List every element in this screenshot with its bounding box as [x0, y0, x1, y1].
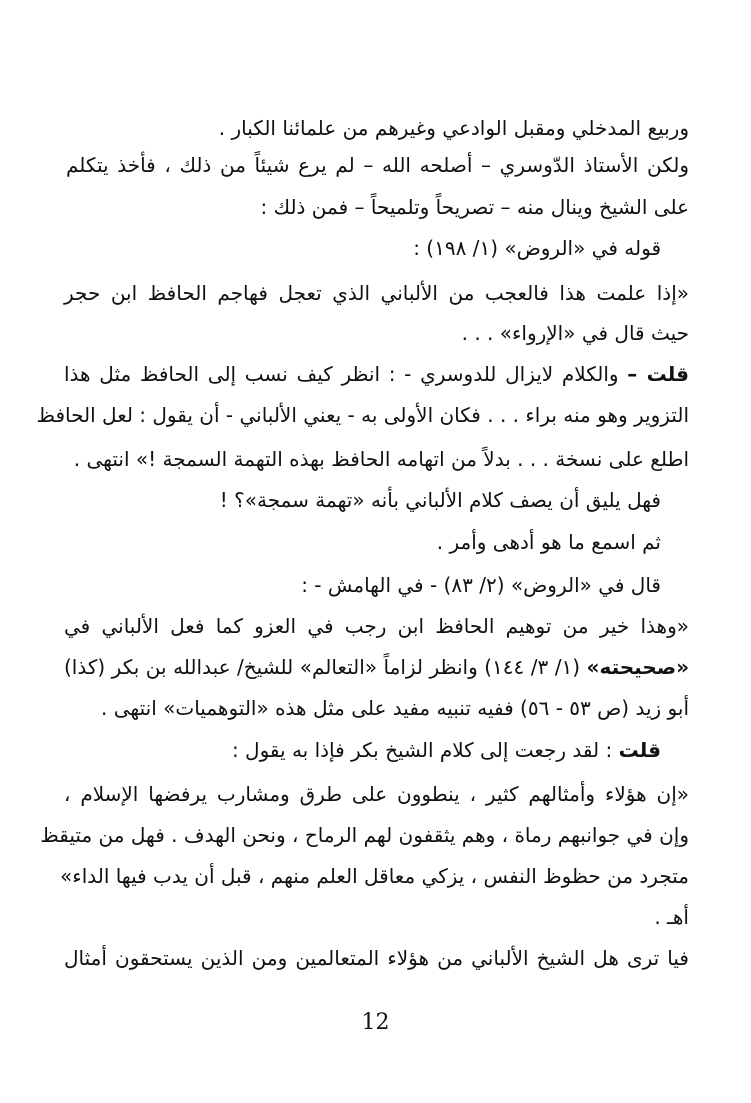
- text-line: أبو زيد (ص ٥٣ - ٥٦) ففيه تنبيه مفيد على مثل هذه «التوهميات» انتهى .: [101, 696, 689, 720]
- text-line: حيث قال في «الإرواء» . . .: [461, 321, 689, 345]
- text-line: قوله في «الروض» (١/ ١٩٨) :: [413, 236, 661, 260]
- text-line: ولكن الأستاذ الدّوسري – أصلحه الله – لم يرع شيئاً من ذلك ، فأخذ يتكلم: [66, 153, 689, 177]
- text-line: «إذا علمت هذا فالعجب من الألباني الذي تعجل فهاجم الحافظ ابن حجر: [64, 281, 689, 305]
- text-line: متجرد من حظوظ النفس ، يزكي معاقل العلم منهم ، قبل أن يدب فيها الداء»: [60, 864, 689, 888]
- text-line: «وهذا خير من توهيم الحافظ ابن رجب في العزو كما فعل الألباني في: [64, 614, 689, 638]
- text-line: التزوير وهو منه براء . . . فكان الأولى به - يعني الألباني - أن يقول : لعل الحافظ: [36, 403, 689, 427]
- qult-label: قلت –: [627, 362, 689, 386]
- text-line: [64, 652, 689, 682]
- text-line: [232, 735, 661, 765]
- text-line: وإن في جوانبهم رماة ، وهم يثقفون لهم الرماح ، ونحن الهدف . فهل من متيقظ: [40, 823, 689, 847]
- text-line: ثم اسمع ما هو أدهى وأمر .: [436, 530, 661, 554]
- text-line: فهل يليق أن يصف كلام الألباني بأنه «تهمة سمجة»؟ !: [219, 488, 661, 512]
- sahihah-label: «صحيحته»: [586, 655, 689, 679]
- text-line: على الشيخ وينال منه – تصريحاً وتلميحاً – فمن ذلك :: [260, 195, 689, 219]
- text-run: : لقد رجعت إلى كلام الشيخ بكر فإذا به يقول :: [231, 738, 613, 762]
- text-run: (١/ ٣/ ١٤٤) وانظر لزاماً «التعالم» للشيخ/ عبدالله بن بكر (كذا): [64, 655, 581, 679]
- text-line: أهـ .: [654, 905, 689, 929]
- qult-label: قلت: [618, 738, 661, 762]
- page-number: 12: [361, 1010, 390, 1035]
- text-line: فيا ترى هل الشيخ الألباني من هؤلاء المتعالمين ومن الذين يستحقون أمثال: [64, 946, 689, 970]
- text-line: [64, 359, 689, 389]
- text-run: والكلام لايزال للدوسري - : انظر كيف نسب إلى الحافظ مثل هذا: [64, 362, 619, 386]
- text-line: قال في «الروض» (٢/ ٨٣) - في الهامش - :: [301, 573, 661, 597]
- text-line: «إن هؤلاء وأمثالهم كثير ، ينطوون على طرق ومشارب يرفضها الإسلام ،: [64, 782, 689, 806]
- text-line: وربيع المدخلي ومقبل الوادعي وغيرهم من علمائنا الكبار .: [218, 116, 689, 140]
- text-line: اطلع على نسخة . . . بدلاً من اتهامه الحافظ بهذه التهمة السمجة !» انتهى .: [73, 447, 689, 471]
